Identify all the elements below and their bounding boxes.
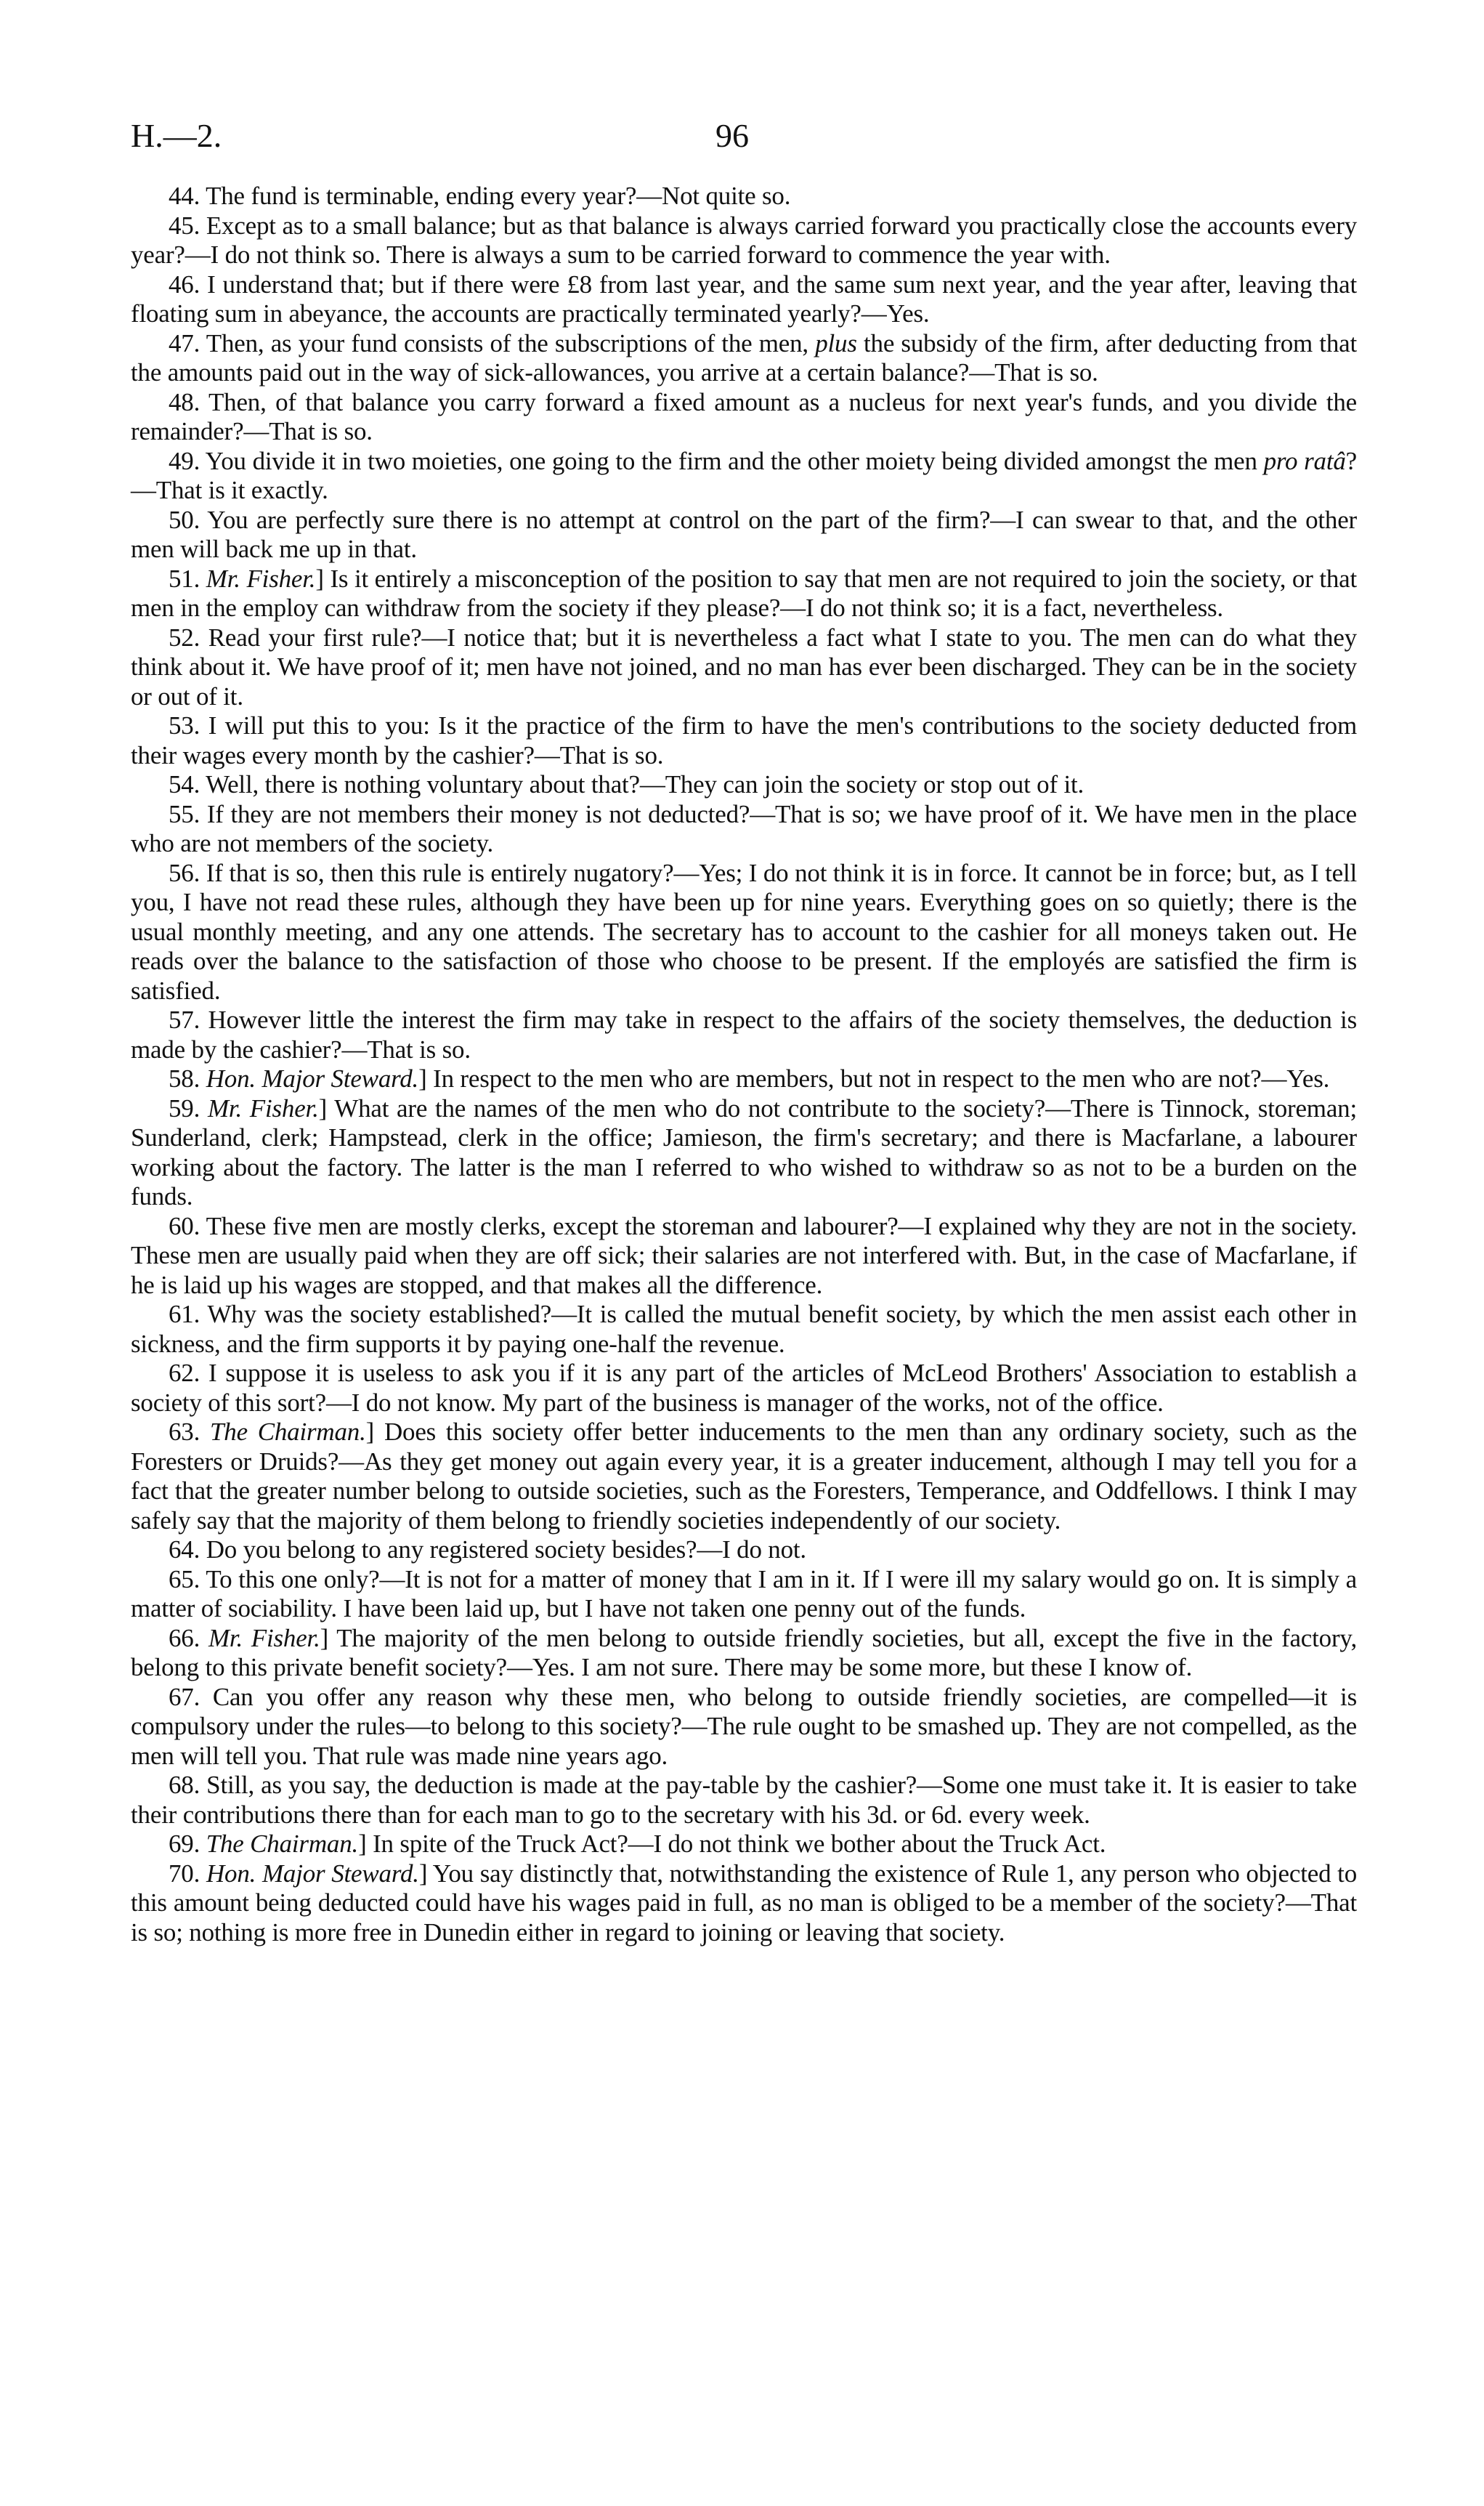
speaker-or-italic-text: Mr. Fisher. [207, 1094, 319, 1123]
paragraph-text: 47. Then, as your fund consists of the subscriptions of the men, [169, 328, 816, 357]
speaker-or-italic-text: The Chairman. [206, 1830, 359, 1858]
question-answer-paragraph [131, 447, 1357, 506]
speaker-or-italic-text: Hon. Major Steward. [206, 1859, 419, 1888]
question-answer-paragraph [131, 1359, 1357, 1418]
paragraph-text: 65. To this one only?—It is not for a matter of money that I am in it. If I were ill my salary would go on. It is simply a matter of sociability. I have been laid up, but I have not taken one penny out of the funds. [131, 1564, 1357, 1622]
paragraph-text: 63. [169, 1418, 210, 1446]
paragraph-text: 68. Still, as you say, the deduction is made at the pay-table by the cashier?—Some one must take it. It is easier to take their contributions there than for each man to go to the secretary with his 3d. or 6d. every week. [131, 1771, 1357, 1829]
paragraph-text: 45. Except as to a small balance; but as that balance is always carried forward you practically close the accounts every year?—I do not think so. There is always a sum to be carried forward to commence the year with. [131, 211, 1357, 269]
question-answer-paragraph [131, 1064, 1357, 1094]
speaker-or-italic-text: Mr. Fisher. [208, 1623, 320, 1652]
page-number: 96 [715, 117, 749, 154]
paragraph-text: 50. You are perfectly sure there is no attempt at control on the part of the firm?—I can swear to that, and the other men will back me up in that. [131, 505, 1357, 563]
paragraph-text: 61. Why was the society established?—It is called the mutual benefit society, by which the men assist each other in sickness, and the firm supports it by paying one-half the revenue. [131, 1300, 1357, 1358]
question-answer-paragraph [131, 1006, 1357, 1064]
paragraph-text: ] In spite of the Truck Act?—I do not think we bother about the Truck Act. [358, 1830, 1106, 1858]
question-answer-paragraph [131, 211, 1357, 270]
paragraph-text: 66. [169, 1623, 208, 1652]
question-answer-paragraph [131, 1859, 1357, 1948]
question-answer-paragraph [131, 506, 1357, 565]
question-answer-paragraph [131, 1212, 1357, 1301]
question-answer-paragraph [131, 770, 1357, 800]
paragraph-text: 49. You divide it in two moieties, one going to the firm and the other moiety being divided amongst the men [169, 446, 1264, 475]
paragraph-text: 53. I will put this to you: Is it the practice of the firm to have the men's contributions to the society deducted from their wages every month by the cashier?—That is so. [131, 711, 1357, 769]
paragraph-text: 55. If they are not members their money is not deducted?—That is so; we have proof of it. We have men in the place who are not members of the society. [131, 799, 1357, 857]
paragraph-text: 56. If that is so, then this rule is entirely nugatory?—Yes; I do not think it is in force. It cannot be in force; but, as I tell you, I have not read these rules, although they have been up for nine years. Everything goes on so quietly; there is the usual monthly meeting, and any one attends. The secretary has to account to the cashier for all moneys taken out. He reads over the balance to the satisfaction of those who choose to be present. If the employés are satisfied the firm is satisfied. [131, 858, 1357, 1005]
speaker-or-italic-text: pro ratâ [1263, 446, 1346, 475]
question-answer-paragraph [131, 1300, 1357, 1359]
speaker-or-italic-text: Mr. Fisher. [206, 564, 316, 593]
paragraph-text: ] In respect to the men who are members, but not in respect to the men who are not?—Yes. [418, 1064, 1330, 1093]
paragraph-text: 64. Do you belong to any registered society besides?—I do not. [169, 1535, 806, 1564]
paragraph-text: ] The majority of the men belong to outside friendly societies, but all, except the five in the factory, belong to this private benefit society?—Yes. I am not sure. There may be some more, but these I know of. [131, 1623, 1357, 1681]
paragraph-text: 57. However little the interest the firm may take in respect to the affairs of the society themselves, the deduction is made by the cashier?—That is so. [131, 1006, 1357, 1064]
paragraph-text: 52. Read your first rule?—I notice that; but it is nevertheless a fact what I state to you. The men can do what they think about it. We have proof of it; men have not joined, and no man has ever been discharged. They can be in the society or out of it. [131, 623, 1357, 711]
paragraph-text: 62. I suppose it is useless to ask you if it is any part of the articles of McLeod Brothers' Association to establish a society of this sort?—I do not know. My part of the business is manager of the works, not of the office. [131, 1359, 1357, 1417]
paragraph-text: 58. [169, 1064, 206, 1093]
question-answer-paragraph [131, 623, 1357, 712]
question-answer-paragraph [131, 1624, 1357, 1683]
question-answer-paragraph [131, 182, 1357, 211]
speaker-or-italic-text: Hon. Major Steward. [206, 1064, 419, 1093]
paragraph-text: ] Does this society offer better inducements to the men than any ordinary society, such as the Foresters or Druids?—As they get money out again every year, it is a greater inducement, although I may tell you for a fact that the greater number belong to outside societies, such as the Foresters, Temperance, and Oddfellows. I think I may safely say that the majority of them belong to friendly societies independently of our society. [131, 1418, 1357, 1535]
speaker-or-italic-text: plus [815, 328, 857, 357]
speaker-or-italic-text: The Chairman. [210, 1418, 366, 1446]
paragraph-text: ] You say distinctly that, notwithstanding the existence of Rule 1, any person who objected to this amount being deducted could have his wages paid in full, as no man is obliged to be a member of the society?—That is so; nothing is more free in Dunedin either in regard to joining or leaving that society. [131, 1859, 1357, 1947]
question-answer-paragraph [131, 1683, 1357, 1771]
paragraph-text: the subsidy of the firm, after deducting from that the amounts paid out in the way of sick-allowances, you arrive at a certain balance?—That is so. [131, 328, 1357, 387]
paragraph-text: ] What are the names of the men who do not contribute to the society?—There is Tinnock, storeman; Sunderland, clerk; Hampstead, clerk in the office; Jamieson, the firm's secretary; and there is Macfarlane, a labourer working about the factory. The latter is the man I referred to who wished to withdraw so as not to be a burden on the funds. [131, 1094, 1357, 1210]
paragraph-text: ] Is it entirely a misconception of the position to say that men are not required to join the society, or that men in the employ can withdraw from the society if they please?—I do not think so; it is a fact, nevertheless. [131, 564, 1358, 622]
paragraph-text: 70. [169, 1859, 206, 1888]
question-answer-paragraph [131, 1565, 1357, 1624]
paragraph-text: 54. Well, there is nothing voluntary about that?—They can join the society or stop out of it. [169, 770, 1084, 799]
question-answer-paragraph [131, 388, 1357, 447]
paragraph-text: 44. The fund is terminable, ending every year?—Not quite so. [169, 182, 791, 210]
question-answer-paragraph [131, 1830, 1357, 1859]
question-answer-paragraph [131, 329, 1357, 388]
paragraph-text: 51. [169, 564, 206, 593]
paragraph-text: ?—That is it exactly. [131, 446, 1357, 504]
paragraph-text: 69. [169, 1830, 206, 1858]
question-answer-paragraph [131, 711, 1357, 770]
paragraph-text: 48. Then, of that balance you carry forward a fixed amount as a nucleus for next year's funds, and you divide the remainder?—That is so. [131, 387, 1357, 445]
evidence-transcript [131, 182, 1357, 1947]
paragraph-text: 67. Can you offer any reason why these men, who belong to outside friendly societies, are compelled—it is compulsory under the rules—to belong to this society?—The rule ought to be smashed up. They are not compelled, as the men will tell you. That rule was made nine years ago. [131, 1682, 1357, 1770]
question-answer-paragraph [131, 1535, 1357, 1565]
question-answer-paragraph [131, 800, 1357, 859]
question-answer-paragraph [131, 565, 1357, 623]
question-answer-paragraph [131, 1771, 1357, 1830]
paragraph-text: 59. [169, 1094, 208, 1123]
question-answer-paragraph [131, 859, 1357, 1006]
question-answer-paragraph [131, 1418, 1357, 1535]
paragraph-text: 46. I understand that; but if there were £8 from last year, and the same sum next year, and the year after, leaving that floating sum in abeyance, the accounts are practically terminated yearly?—Yes. [131, 270, 1357, 328]
paragraph-text: 60. These five men are mostly clerks, except the storeman and labourer?—I explained why they are not in the society. These men are usually paid when they are off sick; their salaries are not interfered with. But, in the case of Macfarlane, if he is laid up his wages are stopped, and that makes all the difference. [131, 1211, 1357, 1299]
question-answer-paragraph [131, 1094, 1357, 1212]
question-answer-paragraph [131, 270, 1357, 329]
document-series-code: H.—2. [131, 117, 222, 154]
